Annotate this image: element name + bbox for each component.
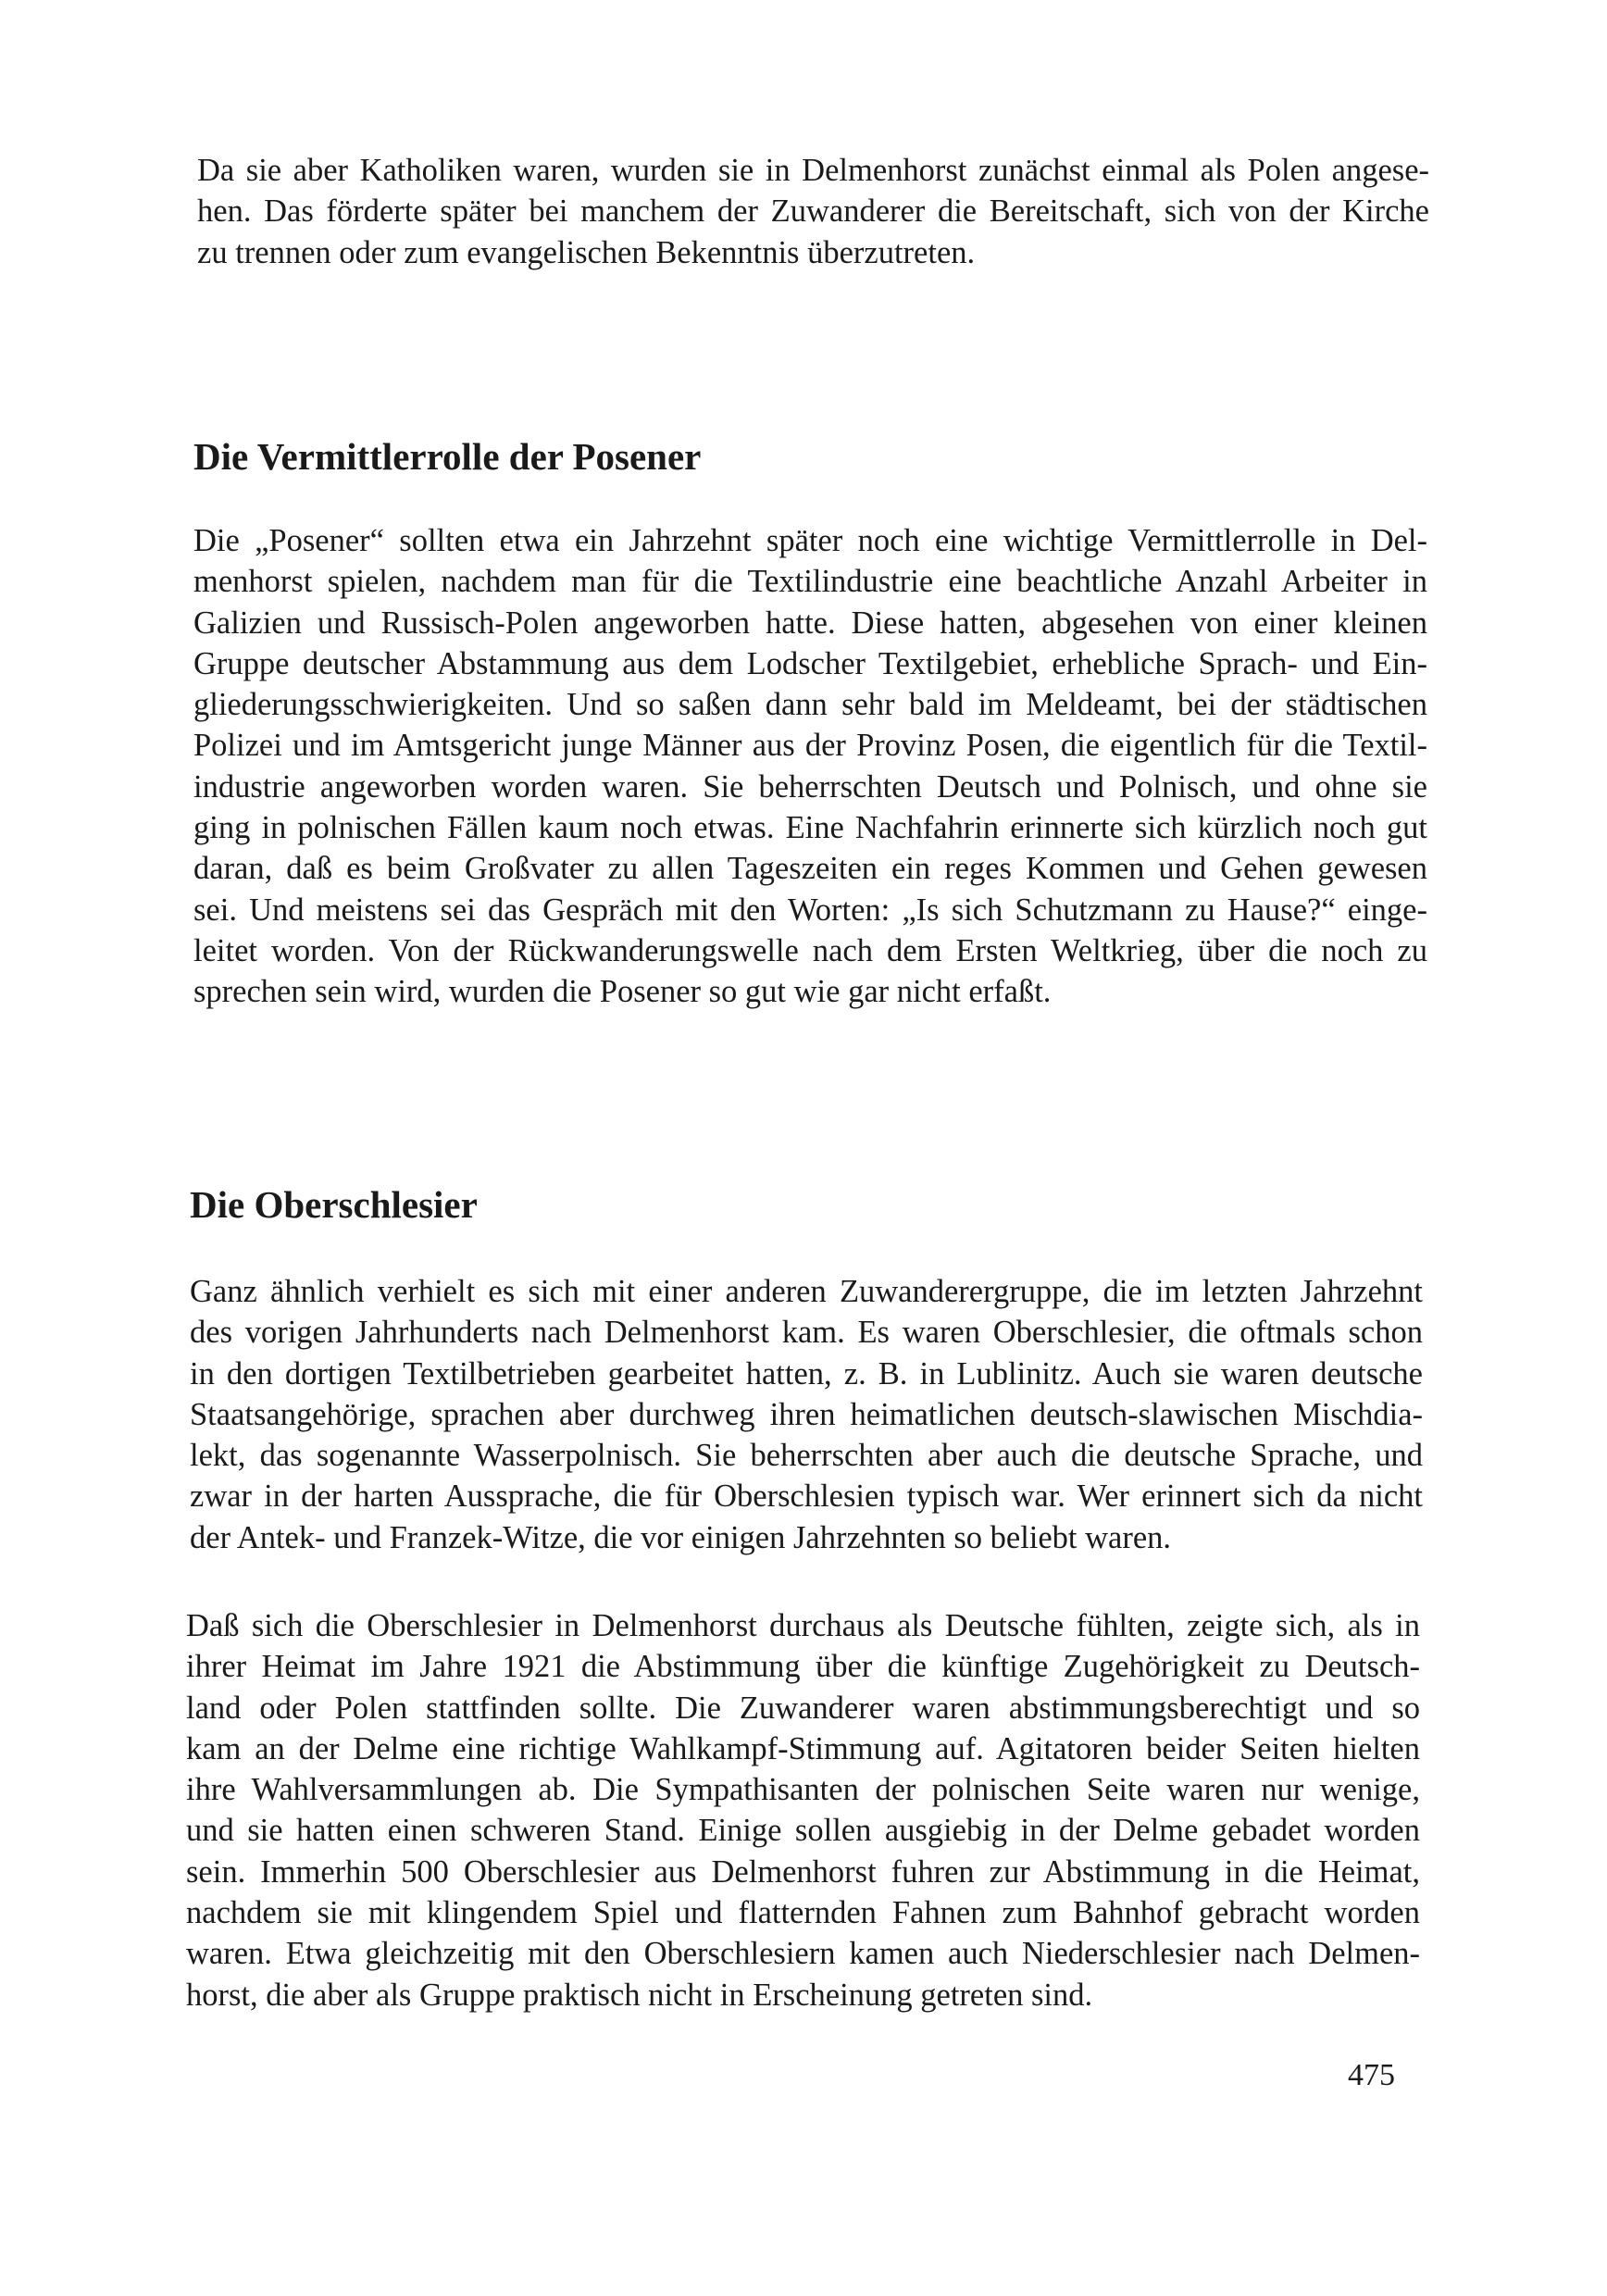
text-line: sein. Immerhin 500 Oberschlesier aus Delmenhorst fuhren zur Abstimmung in die Heimat,: [186, 1853, 1420, 1890]
text-line: gliederungsschwierigkeiten. Und so saßen dann sehr bald im Meldeamt, bei der städtischen: [193, 687, 1427, 723]
text-line: sei. Und meistens sei das Gespräch mit den Worten: „Is sich Schutzmann zu Hause?“ einge-: [193, 892, 1427, 928]
text-line: des vorigen Jahrhunderts nach Delmenhorst kam. Es waren Oberschlesier, die oftmals schon: [190, 1315, 1423, 1351]
text-line: horst, die aber als Gruppe praktisch nicht in Erscheinung getreten sind.: [186, 1977, 1093, 2013]
text-line: zu trennen oder zum evangelischen Bekenntnis überzutreten.: [197, 234, 976, 270]
paragraph-oberschlesier-1: [190, 1271, 1423, 1558]
text-line: land oder Polen stattfinden sollte. Die Zuwanderer waren abstimmungsberechtigt und so: [186, 1690, 1420, 1726]
text-line: der Antek- und Franzek-Witze, die vor einigen Jahrzehnten so beliebt waren.: [190, 1519, 1172, 1555]
text-line: industrie angeworben worden waren. Sie beherrschten Deutsch und Polnisch, und ohne sie: [193, 768, 1427, 805]
text-line: waren. Etwa gleichzeitig mit den Oberschlesiern kamen auch Niederschlesier nach Delmen-: [186, 1936, 1420, 1972]
paragraph-intro: [197, 150, 1429, 273]
text-line: sprechen sein wird, wurden die Posener so gut wie gar nicht erfaßt.: [193, 974, 1052, 1010]
text-line: Staatsangehörige, sprachen aber durchweg ihren heimatlichen deutsch-slawischen Mischdia-: [190, 1396, 1423, 1432]
text-line: leitet worden. Von der Rückwanderungswelle nach dem Ersten Weltkrieg, über die noch zu: [193, 932, 1427, 968]
page-number: 475: [1348, 2058, 1395, 2092]
text-line: ihre Wahlversammlungen ab. Die Sympathisanten der polnischen Seite waren nur wenige,: [186, 1772, 1420, 1808]
text-line: Gruppe deutscher Abstammung aus dem Lodscher Textilgebiet, erhebliche Sprach- und Ein-: [193, 645, 1427, 681]
text-line: kam an der Delme eine richtige Wahlkampf-Stimmung auf. Agitatoren beider Seiten hielten: [186, 1730, 1420, 1766]
text-line: Galizien und Russisch-Polen angeworben hatte. Diese hatten, abgesehen von einer kleinen: [193, 605, 1427, 641]
text-line: nachdem sie mit klingendem Spiel und flatternden Fahnen zum Bahnhof gebracht worden: [186, 1895, 1420, 1931]
text-line: und sie hatten einen schweren Stand. Einige sollen ausgiebig in der Delme gebadet worden: [186, 1813, 1420, 1849]
text-line: hen. Das förderte später bei manchem der Zuwanderer die Bereitschaft, sich von der Kirche: [197, 193, 1429, 230]
text-line: zwar in der harten Aussprache, die für Oberschlesien typisch war. Wer erinnert sich da nicht: [190, 1479, 1423, 1515]
text-line: lekt, das sogenannte Wasserpolnisch. Sie beherrschten aber auch die deutsche Sprache, und: [190, 1438, 1423, 1474]
text-line: menhorst spielen, nachdem man für die Textilindustrie eine beachtliche Anzahl Arbeiter in: [193, 564, 1427, 600]
text-line: Die „Posener“ sollten etwa ein Jahrzehnt später noch eine wichtige Vermittlerrolle in Del-: [193, 523, 1427, 558]
text-line: Daß sich die Oberschlesier in Delmenhorst durchaus als Deutsche fühlten, zeigte sich, als in: [186, 1608, 1420, 1643]
text-line: in den dortigen Textilbetrieben gearbeitet hatten, z. B. in Lublinitz. Auch sie waren deutsche: [190, 1355, 1423, 1391]
text-line: Polizei und im Amtsgericht junge Männer aus der Provinz Posen, die eigentlich für die Textil-: [193, 728, 1427, 764]
text-line: Ganz ähnlich verhielt es sich mit einer anderen Zuwanderergruppe, die im letzten Jahrzehnt: [190, 1274, 1423, 1309]
section-heading-oberschlesier: Die Oberschlesier: [190, 1183, 478, 1226]
paragraph-oberschlesier-2: [186, 1605, 1420, 2015]
text-line: Da sie aber Katholiken waren, wurden sie in Delmenhorst zunächst einmal als Polen angese-: [197, 153, 1429, 188]
paragraph-posener: [193, 520, 1427, 1013]
section-heading-posener: Die Vermittlerrolle der Posener: [193, 435, 702, 478]
text-line: ging in polnischen Fällen kaum noch etwas. Eine Nachfahrin erinnerte sich kürzlich noch gut: [193, 810, 1427, 846]
text-line: daran, daß es beim Großvater zu allen Tageszeiten ein reges Kommen und Gehen gewesen: [193, 851, 1427, 887]
text-line: ihrer Heimat im Jahre 1921 die Abstimmung über die künftige Zugehörigkeit zu Deutsch-: [186, 1649, 1420, 1685]
